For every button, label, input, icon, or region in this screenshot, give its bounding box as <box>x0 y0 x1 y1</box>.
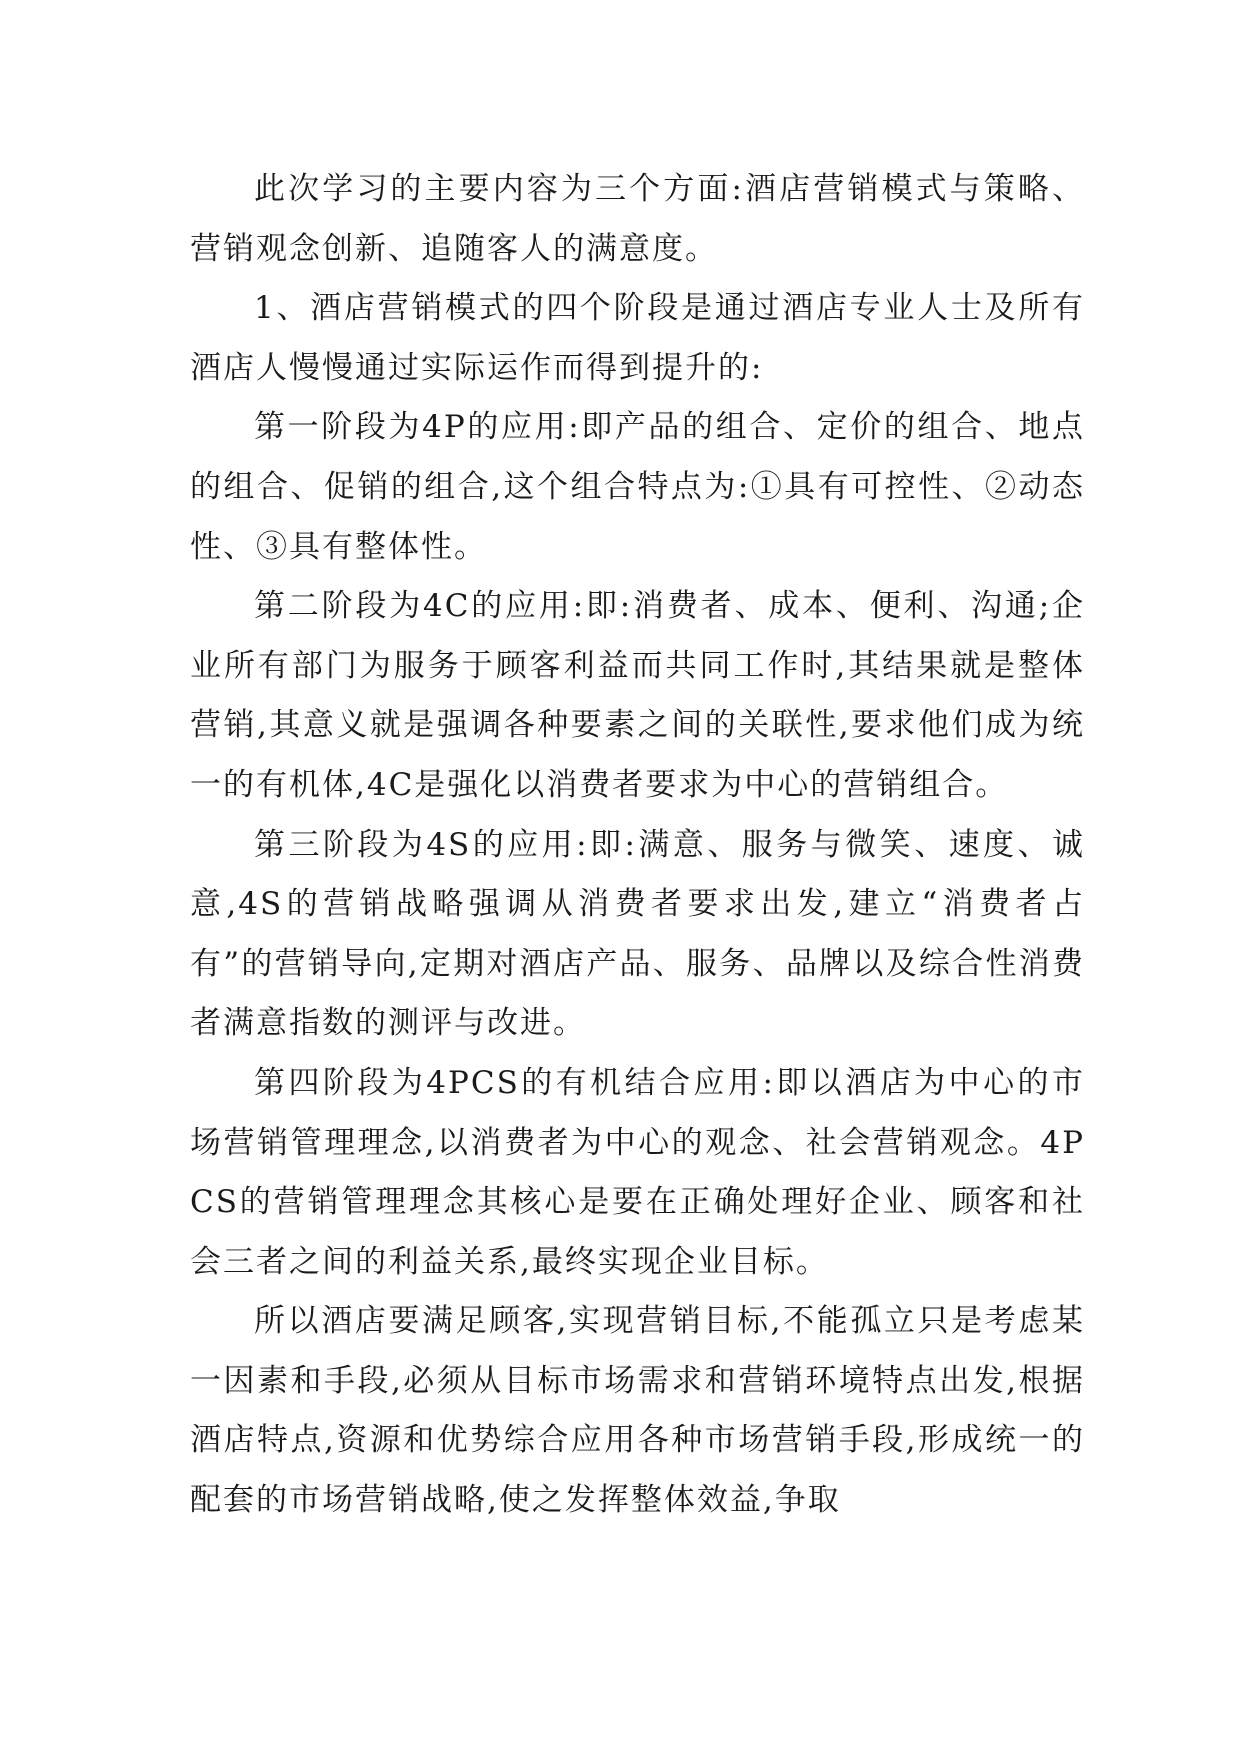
paragraph-conclusion: 所以酒店要满足顾客,实现营销目标,不能孤立只是考虑某一因素和手段,必须从目标市场需求和营销环境特点出发,根据酒店特点,资源和优势综合应用各种市场营销手段,形成统一的配套的市场营销战略,使之发挥整体效益,争取 <box>190 1303 1085 1519</box>
paragraph-stage-4p: 第一阶段为4P的应用:即产品的组合、定价的组合、地点的组合、促销的组合,这个组合特点为:①具有可控性、②动态性、③具有整体性。 <box>190 409 1085 565</box>
paragraph-stage-4pcs: 第四阶段为4PCS的有机结合应用:即以酒店为中心的市场营销管理理念,以消费者为中心的观念、社会营销观念。4PCS的营销管理理念其核心是要在正确处理好企业、顾客和社会三者之间的利益关系,最终实现企业目标。 <box>190 1064 1085 1280</box>
body-text <box>190 160 1085 1531</box>
paragraph-marketing-stages: 1、酒店营销模式的四个阶段是通过酒店专业人士及所有酒店人慢慢通过实际运作而得到提升的: <box>190 290 1085 386</box>
paragraph-stage-4c: 第二阶段为4C的应用:即:消费者、成本、便利、沟通;企业所有部门为服务于顾客利益而共同工作时,其结果就是整体营销,其意义就是强调各种要素之间的关联性,要求他们成为统一的有机体,4C是强化以消费者要求为中心的营销组合。 <box>190 588 1085 803</box>
paragraph-intro: 此次学习的主要内容为三个方面:酒店营销模式与策略、营销观念创新、追随客人的满意度。 <box>190 171 1085 267</box>
paragraph-stage-4s: 第三阶段为4S的应用:即:满意、服务与微笑、速度、诚意,4S的营销战略强调从消费者要求出发,建立“消费者占有”的营销导向,定期对酒店产品、服务、品牌以及综合性消费者满意指数的测评与改进。 <box>190 826 1085 1042</box>
